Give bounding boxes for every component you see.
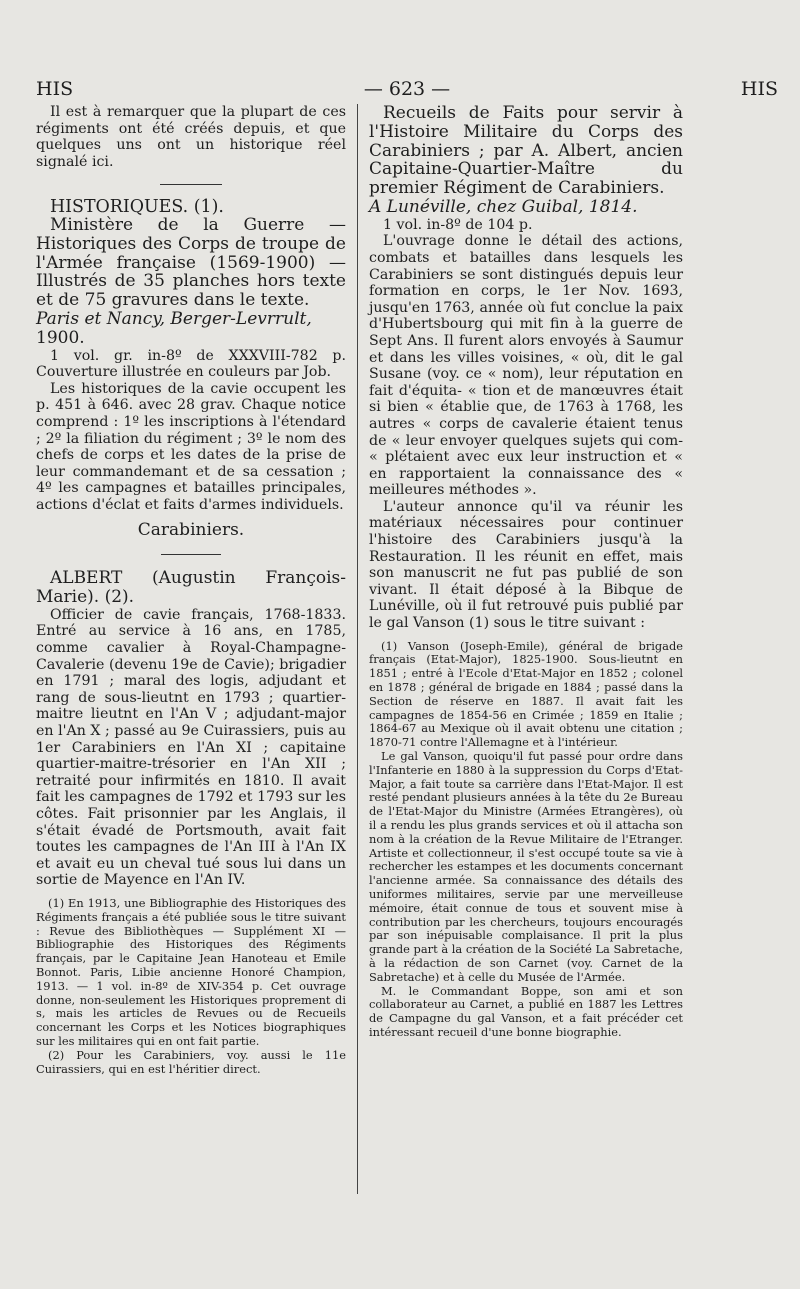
vanson-footnote-1: (1) Vanson (Joseph-Emile), général de brigade français (Etat-Major), 1825-1900. Sous-lieutnt en 1851 ; entré à l'Ecole d'Etat-Major en 1852 ; colonel en 1878 ; général de brigade en 1884 ; passé dans la Section de réserve en 1887. Il avait fait les campagnes de 1854-56 en Crimée ; 1859 en Italie ; 1864-67 au Mexique où il avait obtenu une citation ; 1870-71 contre l'Allemagne et à l'intérieur. [369,638,683,750]
header-left: HIS [36,78,74,100]
separator-rule-2 [161,554,221,555]
recueils-publisher: A Lunéville, chez Guibal, 1814. [369,196,638,217]
recueils-paragraph-1: L'ouvrage donne le détail des actions, combats et batailles dans lesquels les Carabiniers se sont distingués depuis leur formation en corps, le 1er Nov. 1693, jusqu'en 1763, année où fut conclue la paix d'Hubertsbourg qui mit fin à la guerre de Sept Ans. Il furent alors envoyés à Saumur et dans les villes voisines, « où, dit le gal Susane (voy. ce « nom), leur réputation en fait d'équita- « tion et de manœuvres était si bien « établie que, de 1763 à 1768, les autres « corps de cavalerie étaient tenus de « leur envoyer quelques sujets qui com- « plétaient avec eux leur instruction et « en rapportaient la connaissance des « meilleures méthodes ». [369,233,683,499]
column-divider [357,104,358,1194]
running-header [36,78,778,104]
right-footnotes [369,640,683,1040]
historiques-title: Ministère de la Guerre — Historiques des Corps de troupe de l'Armée française (1569-1900) — Illustrés de 35 planches hors texte et de 75 gravures dans le texte. [36,214,346,311]
separator-rule [160,184,222,185]
historiques-year: 1900. [36,327,85,348]
header-right: HIS [740,78,778,100]
albert-heading: ALBERT (Augustin François-Marie). (2). [36,568,346,608]
left-column [36,104,346,1076]
recueils-volume: 1 vol. in-8º de 104 p. [383,216,533,233]
recueils-paragraph-2: L'auteur annonce qu'il va réunir les matériaux nécessaires pour continuer l'histoire des Carabiniers jusqu'à la Restauration. Il les réunit en effet, mais son manuscrit ne fut pas publié de son vivant. Il était déposé à la Bibque de Lunéville, où il fut retrouvé puis publié par le gal Vanson (1) sous le titre suivant : [369,498,683,632]
left-footnotes [36,897,346,1076]
vanson-footnote-2: Le gal Vanson, quoiqu'il fut passé pour ordre dans l'Infanterie en 1880 à la suppression du Corps d'Etat-Major, a fait toute sa carrière dans l'Etat-Major. Il est resté pendant plusieurs années à la tête du 2e Bureau de l'Etat-Major du Ministre (Armées Etrangères), où il a rendu les plus grands services et où il attacha son nom à la création de la Revue Militaire de l'Etranger. Artiste et collectionneur, il s'est occupé toute sa vie à rechercher les estampes et les documents concernant l'ancienne armée. Sa connaissance des détails des uniformes militaires, servie par une merveilleuse mémoire, était connue de tous et souvent mise à contribution par les chercheurs, toujours encouragés par son inépuisable complaisance. Il prit la plus grande part à la création de la Société La Sabretache, à la rédaction de son Carnet (voy. Carnet de la Sabretache) et à celle du Musée de l'Armée. [369,749,683,984]
albert-paragraph: Officier de cavie français, 1768-1833. Entré au service à 16 ans, en 1785, comme cavalier à Royal-Champagne-Cavalerie (devenu 19e de Cavie); brigadier en 1791 ; maral des logis, adjudant et rang de sous-lieutnt en 1793 ; quartier-maitre lieutnt en l'An V ; adjudant-major en l'An X ; passé au 9e Cuirassiers, puis au 1er Carabiniers en l'An XI ; capitaine quartier-maitre-trésorier en l'An XII ; retraité pour infirmités en 1810. Il avait fait les campagnes de 1792 et 1793 sur les côtes. Fait prisonnier par les Anglais, il s'était évadé de Portsmouth, avait fait toutes les campagnes de l'An III à l'An IX et avait eu un cheval tué sous lui dans un sortie de Mayence en l'An IV. [36,606,346,889]
historiques-publisher: Paris et Nancy, Berger-Levrrult, [36,308,312,329]
vanson-footnote-3: M. le Commandant Boppe, son ami et son collaborateur au Carnet, a publié en 1887 les Lettres de Campagne du gal Vanson, et a fait précéder cet intéressant recueil d'une bonne biographie. [369,983,683,1039]
recueils-title: Recueils de Faits pour servir à l'Histoire Militaire du Corps des Carabiniers ; par A. Albert, ancien Capitaine-Quartier-Maître du premier Régiment de Carabiniers. [369,103,683,199]
footnote-1: (1) En 1913, une Bibliographie des Historiques des Régiments français a été publiée sous le titre suivant : Revue des Bibliothèques — Supplément XI — Bibliographie des Historiques des Régiments français, par le Capitaine Jean Hanoteau et Emile Bonnot. Paris, Libie ancienne Honoré Champion, 1913. — 1 vol. in-8º de XIV-354 p. Cet ouvrage donne, non-seulement les Historiques proprement di s, mais les articles de Revues ou de Recueils concernant les Corps et les Notices biographiques sur les militaires qui en ont fait partie. [36,895,346,1048]
historiques-paragraph: Les historiques de la cavie occupent les p. 451 à 646. avec 28 grav. Chaque notice comprend : 1º les inscriptions à l'étendard ; 2º la filiation du régiment ; 3º le nom des chefs de corps et les dates de la prise de leur commandemant et de sa cessation ; 4º les campagnes et batailles principales, actions d'éclat et faits d'armes individuels. [36,380,346,513]
carabiniers-heading: Carabiniers. [137,520,245,541]
intro-paragraph: Il est à remarquer que la plupart de ces régiments ont été créés depuis, et que quelques uns ont un historique réel signalé ici. [36,104,346,170]
historiques-description: 1 vol. gr. in-8º de XXXVIII-782 p. Couverture illustrée en couleurs par Job. [36,347,346,381]
right-column [369,104,683,1040]
page-number: — 623 — [363,78,451,100]
historiques-heading: HISTORIQUES. (1). [50,197,224,218]
footnote-2: (2) Pour les Carabiniers, voy. aussi le 11e Cuirassiers, qui en est l'héritier direct. [36,1047,346,1076]
